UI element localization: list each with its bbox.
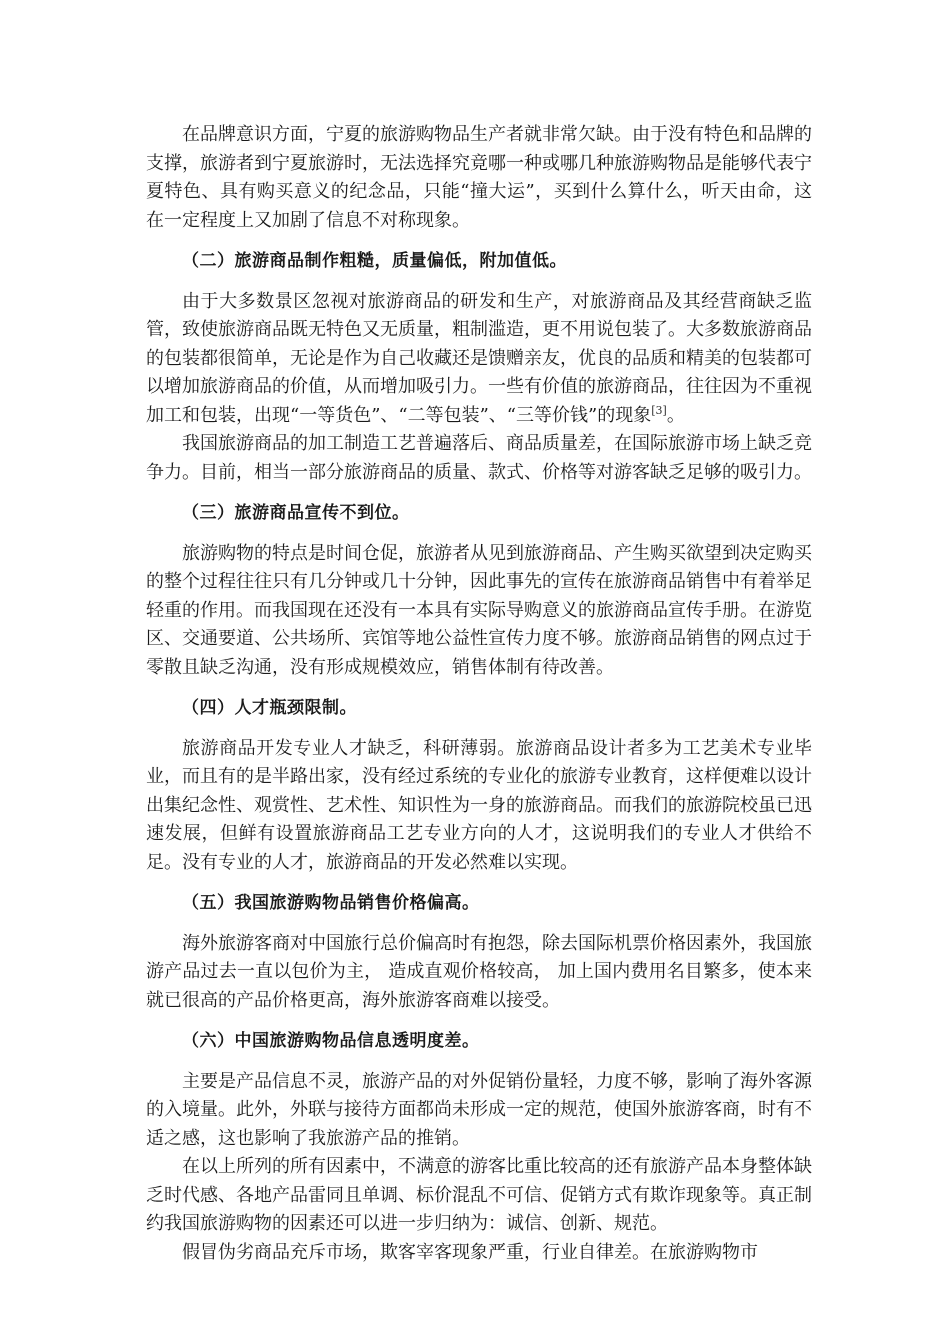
paragraph-promotion: 旅游购物的特点是时间仓促，旅游者从见到旅游商品、产生购买欲望到决定购买的整个过程往往只有几分钟或几十分钟，因此事先的宣传在旅游商品销售中有着举足轻重的作用。而我国现在还没有一本具有实际导购意义的旅游商品宣传手册。在游览区、交通要道、公共场所、宾馆等地公益性宣传力度不够。旅游商品销售的网点过于零散且缺乏沟通，没有形成规模效应，销售体制有待改善。 bbox=[146, 542, 812, 678]
paragraph-text: 由于大多数景区忽视对旅游商品的研发和生产，对旅游商品及其经营商缺乏监管，致使旅游商品既无特色又无质量，粗制滥造，更不用说包装了。大多数旅游商品的包装都很简单，无论是作为自己收藏还是馈赠亲友，优良的品质和精美的包装都可以增加旅游商品的价值，从而增加吸引力。一些有价值的旅游商品，往往因为不重视加工和包装，出现“一等货色”、“二等包装”、“三等价钱”的现象 bbox=[146, 290, 812, 426]
section-heading-2: （二）旅游商品制作粗糙，质量偏低，附加值低。 bbox=[182, 251, 567, 271]
paragraph-end-punct: 。 bbox=[666, 404, 685, 426]
paragraph-information: 主要是产品信息不灵，旅游产品的对外促销份量轻，力度不够，影响了海外客源的入境量。此外，外联与接待方面都尚未形成一定的规范，使国外旅游客商，时有不适之感，这也影响了我旅游产品的推销。 bbox=[146, 1070, 812, 1149]
section-heading-6: （六）中国旅游购物品信息透明度差。 bbox=[182, 1031, 480, 1051]
paragraph-pricing: 海外旅游客商对中国旅行总价偏高时有抱怨，除去国际机票价格因素外，我国旅游产品过去一直以包价为主， 造成直观价格较高， 加上国内费用名目繁多，使本来就已很高的产品价格更高，海外旅游客商难以接受。 bbox=[146, 932, 812, 1011]
section-heading-3: （三）旅游商品宣传不到位。 bbox=[182, 503, 410, 523]
paragraph-manufacturing: 我国旅游商品的加工制造工艺普遍落后、商品质量差，在国际旅游市场上缺乏竞争力。目前，相当一部分旅游商品的质量、款式、价格等对游客缺乏足够的吸引力。 bbox=[146, 433, 812, 483]
section-heading-4: （四）人才瓶颈限制。 bbox=[182, 698, 357, 718]
paragraph-brand-awareness: 在品牌意识方面，宁夏的旅游购物品生产者就非常欠缺。由于没有特色和品牌的支撑，旅游者到宁夏旅游时，无法选择究竟哪一种或哪几种旅游购物品是能够代表宁夏特色、具有购买意义的纪念品，只能“撞大运”，买到什么算什么，听天由命，这在一定程度上又加剧了信息不对称现象。 bbox=[146, 124, 812, 231]
paragraph-crude-production bbox=[146, 288, 812, 431]
section-heading-5: （五）我国旅游购物品销售价格偏高。 bbox=[182, 893, 480, 913]
paragraph-counterfeit: 假冒伪劣商品充斥市场，欺客宰客现象严重，行业自律差。在旅游购物市 bbox=[182, 1241, 758, 1263]
paragraph-factors: 在以上所列的所有因素中，不满意的游客比重比较高的还有旅游产品本身整体缺乏时代感、各地产品雷同且单调、标价混乱不可信、促销方式有欺诈现象等。真正制约我国旅游购物的因素还可以进一步归纳为：诚信、创新、规范。 bbox=[146, 1156, 812, 1234]
paragraph-talent: 旅游商品开发专业人才缺乏，科研薄弱。旅游商品设计者多为工艺美术专业毕业，而且有的是半路出家，没有经过系统的专业化的旅游专业教育，这样便难以设计出集纪念性、观赏性、艺术性、知识性为一身的旅游商品。而我们的旅游院校虽已迅速发展，但鲜有设置旅游商品工艺专业方向的人才，这说明我们的专业人才供给不足。没有专业的人才，旅游商品的开发必然难以实现。 bbox=[146, 737, 812, 873]
document-body bbox=[146, 121, 812, 1267]
citation-marker: [3] bbox=[651, 403, 667, 417]
